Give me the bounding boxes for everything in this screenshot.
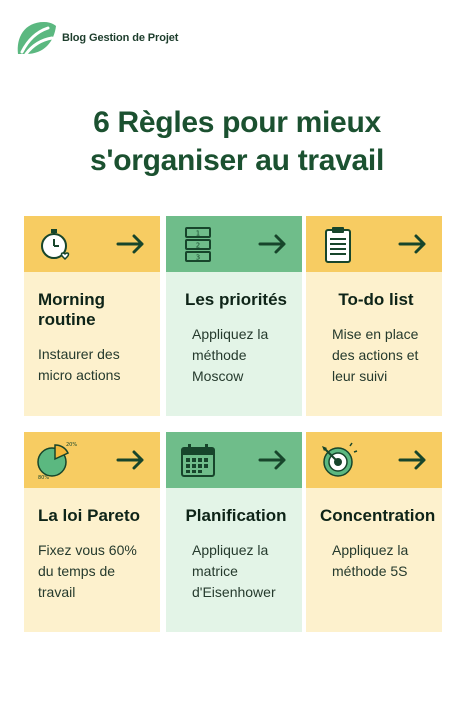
svg-text:2: 2 [195, 241, 201, 250]
header [14, 18, 178, 58]
card-header [24, 216, 160, 272]
card-body [24, 272, 160, 416]
card-title: La loi Pareto [38, 506, 141, 525]
title-line-1: 6 Règles pour mieux [93, 106, 381, 139]
card-morning-routine [24, 216, 160, 416]
card-body [306, 272, 442, 416]
pie-chart-icon [36, 440, 76, 480]
card-header [24, 432, 160, 488]
card-todo-list [306, 216, 442, 416]
card-description: Appliquez la matrice d'Eisenhower [192, 542, 276, 600]
target-icon [318, 440, 358, 480]
page-title [0, 104, 474, 180]
card-description: Mise en place des actions et leur suivi [332, 326, 419, 384]
card-header [166, 432, 302, 488]
card-title: To-do list [338, 290, 414, 309]
card-priorites [166, 216, 302, 416]
leaf-logo-icon [14, 18, 58, 58]
card-header [166, 216, 302, 272]
card-title: Les priorités [184, 290, 288, 309]
arrow-right-icon [398, 234, 428, 254]
stopwatch-icon [36, 224, 76, 264]
arrow-right-icon [258, 450, 288, 470]
title-line-2: s'organiser au travail [89, 144, 384, 177]
arrow-right-icon [116, 234, 146, 254]
brand-name: Blog Gestion de Projet [62, 32, 179, 44]
svg-text:1: 1 [195, 229, 201, 238]
card-description: Instaurer des micro actions [38, 346, 121, 383]
arrow-right-icon [258, 234, 288, 254]
card-title: Concentration [320, 506, 436, 525]
card-concentration [306, 432, 442, 632]
card-planification [166, 432, 302, 632]
calendar-icon [178, 440, 218, 480]
card-loi-pareto [24, 432, 160, 632]
card-body [166, 488, 302, 632]
numbered-list-icon [178, 224, 218, 264]
svg-text:20%: 20% [66, 442, 78, 448]
clipboard-icon [318, 224, 358, 264]
card-title: Morning routine [38, 290, 106, 329]
card-body [306, 488, 442, 632]
arrow-right-icon [116, 450, 146, 470]
card-description: Appliquez la méthode Moscow [192, 326, 269, 384]
card-header [306, 216, 442, 272]
card-description: Appliquez la méthode 5S [332, 542, 409, 579]
card-body [24, 488, 160, 632]
svg-text:80%: 80% [38, 475, 50, 481]
card-title: Planification [185, 506, 287, 525]
arrow-right-icon [398, 450, 428, 470]
card-header [306, 432, 442, 488]
svg-text:3: 3 [195, 253, 201, 262]
card-description: Fixez vous 60% du temps de travail [38, 542, 137, 600]
card-body [166, 272, 302, 416]
